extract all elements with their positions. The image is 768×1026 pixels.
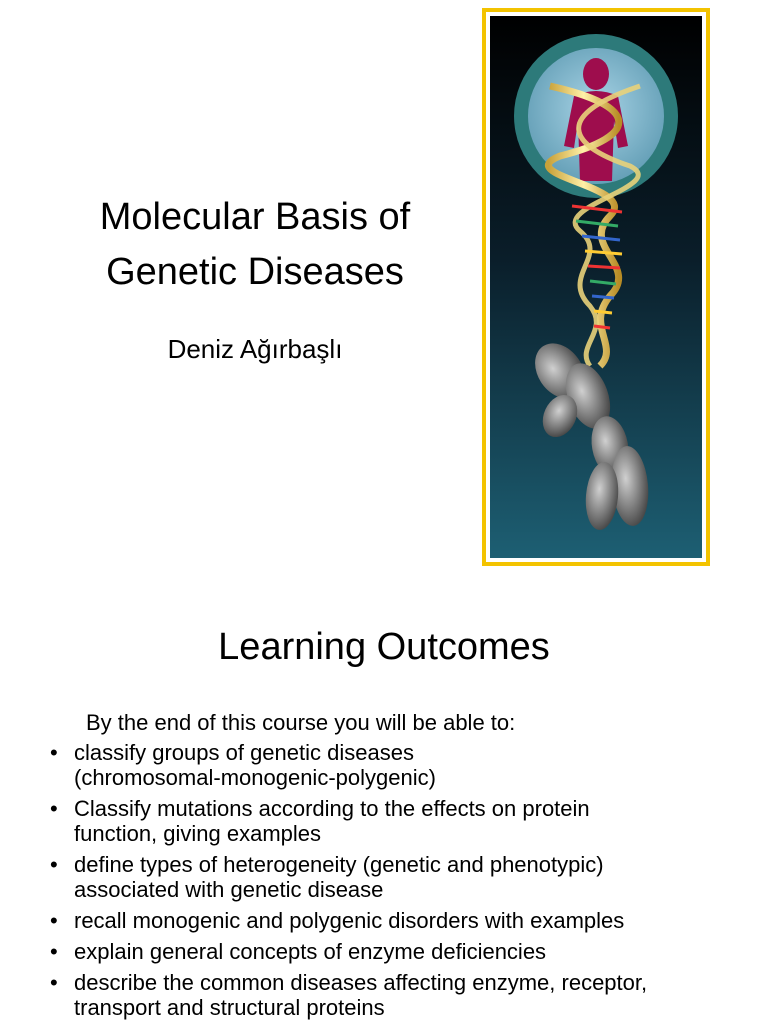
list-item-text: Classify mutations according to the effects on protein bbox=[74, 796, 590, 821]
bullet-icon: • bbox=[50, 796, 58, 821]
slide-title bbox=[40, 190, 470, 300]
list-item bbox=[44, 796, 744, 846]
list-item-text: recall monogenic and polygenic disorders with examples bbox=[74, 908, 625, 933]
intro-text: By the end of this course you will be able to: bbox=[86, 710, 516, 735]
bullet-icon: • bbox=[50, 939, 58, 964]
outcomes-list bbox=[44, 740, 744, 1026]
bullet-icon: • bbox=[50, 970, 58, 995]
slide-title: Learning Outcomes bbox=[218, 626, 550, 668]
list-item bbox=[44, 740, 744, 790]
bullet-icon: • bbox=[50, 852, 58, 877]
list-item-text: explain general concepts of enzyme deficiencies bbox=[74, 939, 547, 964]
learning-outcomes-slide bbox=[0, 590, 768, 1024]
author-name: Deniz Ağırbaşlı bbox=[167, 334, 343, 364]
list-item-text: describe the common diseases affecting enzyme, receptor, bbox=[74, 970, 648, 995]
dna-human-chromosome-illustration bbox=[490, 16, 702, 558]
bullet-icon: • bbox=[50, 908, 58, 933]
title-line-2: Genetic Diseases bbox=[106, 251, 404, 293]
list-item-text: classify groups of genetic diseases bbox=[74, 740, 414, 765]
list-item bbox=[44, 939, 744, 964]
bullet-icon: • bbox=[50, 740, 58, 765]
list-item bbox=[44, 908, 744, 933]
illustration-frame bbox=[482, 8, 710, 566]
list-item bbox=[44, 852, 744, 902]
list-item-text: define types of heterogeneity (genetic and phenotypic) bbox=[74, 852, 604, 877]
list-item-text: associated with genetic disease bbox=[74, 877, 384, 902]
list-item-text: transport and structural proteins bbox=[74, 995, 385, 1020]
list-item-text: (chromosomal-monogenic-polygenic) bbox=[74, 765, 436, 790]
list-item-text: function, giving examples bbox=[74, 821, 322, 846]
list-item bbox=[44, 970, 744, 1020]
title-line-1: Molecular Basis of bbox=[99, 196, 411, 238]
